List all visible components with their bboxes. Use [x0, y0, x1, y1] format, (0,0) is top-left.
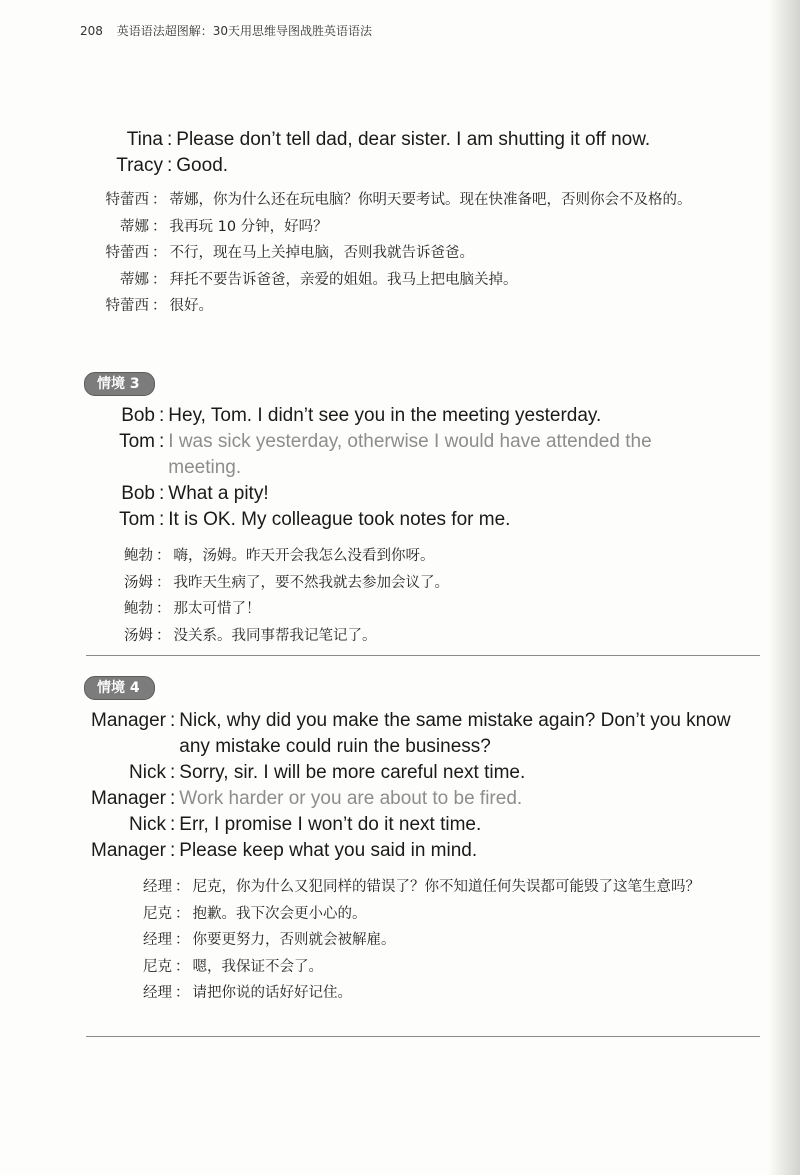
speaker-name: Bob: [121, 483, 155, 504]
speaker-colon: ：: [152, 192, 167, 208]
page-number: 208: [80, 24, 103, 38]
speaker-name: 蒂娜: [120, 218, 149, 235]
speaker-name: Manager: [91, 710, 166, 731]
speaker-name: Tom: [119, 509, 155, 530]
speaker-name: Manager: [91, 788, 166, 809]
speaker-colon: ：: [152, 245, 167, 261]
translation-text: 嗯，我保证不会了。: [192, 958, 323, 975]
dialogue-line: [86, 786, 746, 812]
speaker-name: 经理: [143, 932, 172, 948]
speaker-name: Bob: [121, 405, 155, 426]
dialogue-line: [86, 708, 746, 760]
translation-text: 没关系。我同事帮我记笔记了。: [173, 627, 377, 644]
speaker-colon: ：: [175, 905, 190, 922]
line-text: Good.: [176, 155, 229, 176]
speaker-colon: :: [170, 710, 176, 731]
speaker-name: 鲍勃: [124, 601, 153, 617]
scene3-badge: 情境 3: [84, 372, 155, 396]
translation-line: [80, 240, 740, 267]
scene2-chinese-dialogue: [80, 187, 740, 320]
translation-line: [132, 954, 772, 981]
translation-text: 抱歉。我下次会更小心的。: [192, 905, 367, 922]
translation-line: [80, 214, 740, 241]
speaker-colon: ：: [152, 298, 167, 314]
dialogue-line: [86, 760, 746, 786]
speaker-name: 特蕾西: [105, 245, 149, 261]
speaker-name: 尼克: [143, 958, 172, 975]
translation-text: 请把你说的话好好记住。: [192, 985, 352, 1001]
translation-text: 不行，现在马上关掉电脑，否则我就告诉爸爸。: [169, 245, 474, 261]
speaker-name: Tracy: [116, 155, 163, 176]
speaker-colon: ：: [175, 958, 190, 975]
speaker-colon: ：: [156, 627, 171, 644]
speaker-name: 鲍勃: [124, 548, 153, 564]
speaker-colon: :: [170, 762, 176, 783]
line-text: Work harder or you are about to be fired.: [179, 788, 523, 809]
translation-line: [132, 874, 772, 901]
line-text: I was sick yesterday, otherwise I would have attended the meeting.: [168, 431, 652, 478]
speaker-colon: ：: [152, 271, 167, 288]
speaker-name: 经理: [143, 985, 172, 1001]
speaker-name: 特蕾西: [105, 192, 149, 208]
speaker-name: Nick: [129, 762, 166, 783]
translation-text: 蒂娜，你为什么还在玩电脑？你明天要考试。现在快准备吧，否则你会不及格的。: [169, 192, 692, 208]
translation-line: [80, 187, 740, 214]
speaker-name: Manager: [91, 840, 166, 861]
translation-text: 很好。: [169, 298, 213, 314]
speaker-colon: ：: [175, 985, 190, 1001]
speaker-colon: :: [159, 483, 165, 504]
speaker-colon: :: [159, 431, 165, 452]
translation-line: [116, 623, 716, 650]
speaker-name: 蒂娜: [120, 271, 149, 288]
translation-line: [80, 267, 740, 294]
speaker-colon: :: [170, 788, 176, 809]
speaker-name: 汤姆: [124, 627, 153, 644]
book-title: 英语语法超图解：30天用思维导图战胜英语语法: [116, 24, 373, 38]
scene4-chinese-dialogue: [132, 874, 772, 1007]
scene3-divider: [86, 655, 760, 656]
speaker-colon: ：: [156, 548, 171, 564]
dialogue-line: [80, 429, 700, 481]
speaker-name: Nick: [129, 814, 166, 835]
translation-text: 嗨，汤姆。昨天开会我怎么没看到你呀。: [173, 548, 435, 564]
scene4-badge: 情境 4: [84, 676, 155, 700]
speaker-colon: ：: [156, 601, 171, 617]
speaker-name: 特蕾西: [105, 298, 149, 314]
line-text: Please don’t tell dad, dear sister. I am shutting it off now.: [176, 129, 651, 150]
speaker-name: 尼克: [143, 905, 172, 922]
dialogue-line: [86, 812, 746, 838]
dialogue-line: [86, 127, 800, 153]
speaker-name: Tom: [119, 431, 155, 452]
translation-line: [116, 596, 716, 623]
line-text: It is OK. My colleague took notes for me.: [168, 509, 511, 530]
speaker-name: 经理: [143, 879, 172, 895]
translation-text: 我再玩 10 分钟，好吗？: [169, 218, 328, 235]
translation-line: [80, 293, 740, 320]
speaker-name: 汤姆: [124, 574, 153, 591]
translation-line: [132, 927, 772, 954]
dialogue-line: [80, 403, 700, 429]
translation-line: [116, 570, 716, 597]
running-head: [80, 22, 372, 39]
speaker-colon: :: [159, 509, 165, 530]
speaker-name: Tina: [126, 129, 163, 150]
dialogue-line: [80, 481, 700, 507]
speaker-colon: :: [167, 129, 173, 150]
line-text: What a pity!: [168, 483, 269, 504]
translation-text: 你要更努力，否则就会被解雇。: [192, 932, 396, 948]
line-text: Err, I promise I won’t do it next time.: [179, 814, 482, 835]
speaker-colon: :: [167, 155, 173, 176]
translation-line: [132, 901, 772, 928]
speaker-colon: ：: [156, 574, 171, 591]
line-text: Sorry, sir. I will be more careful next time.: [179, 762, 526, 783]
translation-line: [132, 980, 772, 1007]
dialogue-line: [86, 838, 746, 864]
speaker-colon: :: [159, 405, 165, 426]
scene4-divider: [86, 1036, 760, 1037]
speaker-colon: :: [170, 840, 176, 861]
line-text: Please keep what you said in mind.: [179, 840, 478, 861]
scene2-english-dialogue: [86, 127, 800, 179]
translation-text: 我昨天生病了，要不然我就去参加会议了。: [173, 574, 449, 591]
speaker-colon: ：: [175, 879, 190, 895]
dialogue-line: [86, 153, 800, 179]
speaker-colon: ：: [175, 932, 190, 948]
translation-line: [116, 543, 716, 570]
speaker-colon: ：: [152, 218, 167, 235]
scene3-chinese-dialogue: [116, 543, 716, 649]
translation-text: 拜托不要告诉爸爸，亲爱的姐姐。我马上把电脑关掉。: [169, 271, 518, 288]
scene4-english-dialogue: [86, 708, 746, 864]
translation-text: 那太可惜了！: [173, 601, 261, 617]
dialogue-line: [80, 507, 700, 533]
line-text: Nick, why did you make the same mistake again? Don’t you know any mistake could ruin the business?: [179, 710, 731, 757]
translation-text: 尼克，你为什么又犯同样的错误了？你不知道任何失误都可能毁了这笔生意吗？: [192, 879, 700, 895]
speaker-colon: :: [170, 814, 176, 835]
line-text: Hey, Tom. I didn’t see you in the meeting yesterday.: [168, 405, 602, 426]
scene3-english-dialogue: [80, 403, 700, 533]
